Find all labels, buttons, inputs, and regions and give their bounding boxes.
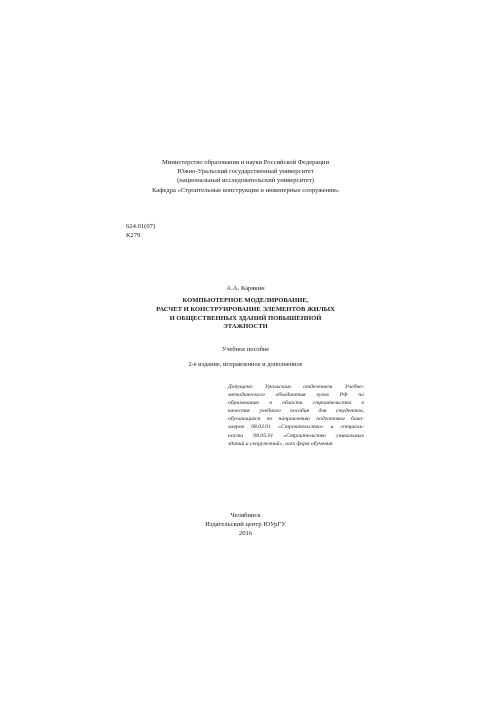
city: Челябинск [230,512,261,519]
university-status-line: (национальный исследовательский университет) [177,177,314,185]
edition-note: 2-е издание, исправленное и дополненное [188,361,303,368]
title-line: ЭТАЖНОСТИ [223,323,268,331]
bbk-code: К279 [126,232,141,240]
approval-line: образованию в области строительства в [228,400,364,407]
approval-line: зданий и сооружений», всех форм обучения [228,440,333,447]
classification-codes [126,222,155,240]
imprint [0,511,491,538]
title-line: РАСЧЕТ И КОНСТРУИРОВАНИЕ ЭЛЕМЕНТОВ ЖИЛЫХ [156,305,335,313]
publisher: Издательский центр ЮУрГУ [205,521,286,528]
approval-stamp-text [228,383,364,448]
institution-header [0,158,491,195]
year: 2016 [238,530,253,537]
title-line: КОМПЬЮТЕРНОЕ МОДЕЛИРОВАНИЕ, [182,297,309,304]
ministry-line: Министерство образования и науки Российской Федерации [162,159,329,166]
approval-line: методического объединения вузов РФ по [228,392,364,399]
approval-line: качестве учебного пособия для студентов, [228,408,364,415]
approval-line: лавров 08.03.01 «Строительство» и специаль- [228,424,364,431]
approval-line: Допущено Уральским отделением Учебно- [228,384,364,390]
approval-line: ности 08.05.01 «Строительство уникальных [228,432,364,439]
publication-type: Учебное пособие [221,346,270,353]
university-line: Южно-Уральский государственный университет [177,168,314,176]
udk-code: 624.01(07) [126,223,156,230]
book-title [0,297,491,332]
approval-line: обучающихся по направлению подготовки бака- [228,416,364,423]
author-name: А.А. Карякин [226,285,265,292]
department-line: Кафедра «Строительные конструкции и инженерные сооружения» [151,186,340,194]
title-line: И ОБЩЕСТВЕННЫХ ЗДАНИЙ ПОВЫШЕННОЙ [169,314,322,322]
